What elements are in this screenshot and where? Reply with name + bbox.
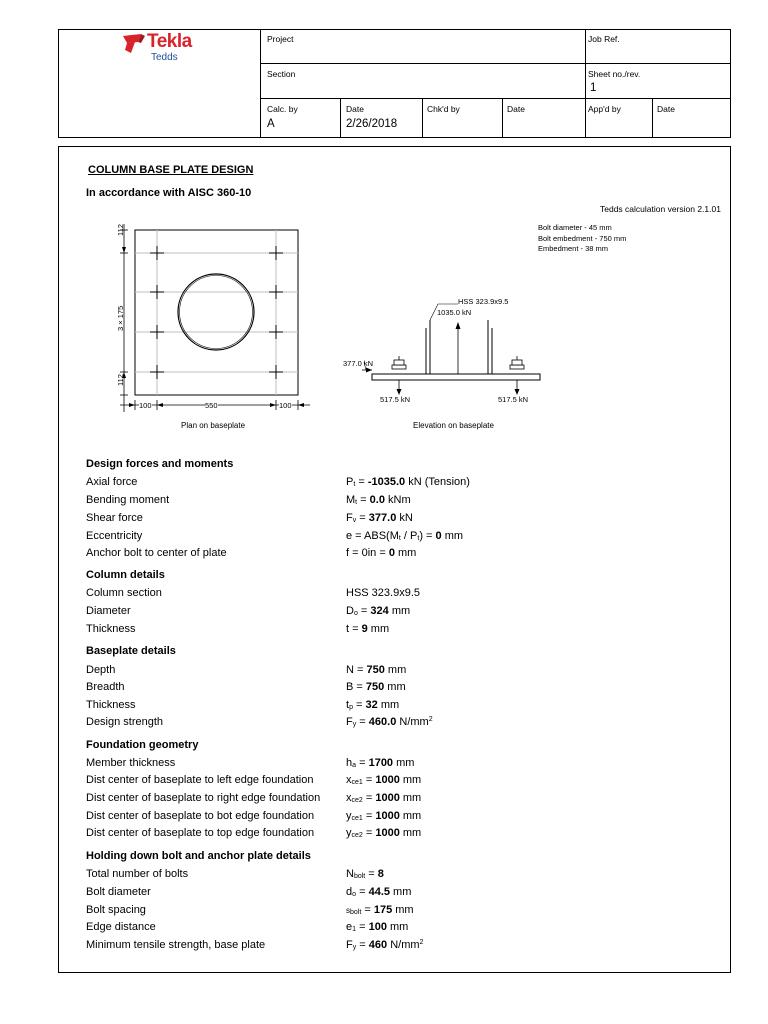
bolt-diameter-label: Bolt diameter	[86, 886, 151, 898]
project-label: Project	[267, 34, 294, 44]
bolt-icon	[150, 285, 164, 299]
edge-distance-label: Edge distance	[86, 921, 156, 933]
column-hss-circle	[178, 274, 254, 350]
baseplate-depth-label: Depth	[86, 664, 116, 676]
edge-distance-value: $e_1 = 100$ mm	[346, 921, 409, 933]
elev-baseplate	[372, 374, 540, 380]
column-thickness-label: Thickness	[86, 623, 136, 635]
plan-dim-left: 100	[139, 401, 152, 410]
doc-title: COLUMN BASE PLATE DESIGN	[88, 164, 254, 176]
tekla-logo-mark	[121, 34, 147, 54]
baseplate-strength-label: Design strength	[86, 716, 164, 728]
plan-dim-right: 100	[279, 401, 292, 410]
eccentricity-value: $e = ABS(M_t / P_t) = 0$ mm	[346, 530, 464, 542]
elev-left-reaction: 517.5 kN	[380, 395, 411, 404]
tekla-logo	[119, 30, 209, 64]
elev-note-3: Embedment - 38 mm	[538, 244, 609, 253]
tensile-strength-label: Minimum tensile strength, base plate	[86, 939, 266, 951]
forces-heading: Design forces and moments	[86, 458, 234, 470]
bolt-icon	[150, 246, 164, 260]
calcby-value: A	[267, 118, 275, 130]
dist-right-edge-label: Dist center of baseplate to right edge foundation	[86, 792, 321, 804]
tensile-strength-value: $F_y = 460$ $N/mm^2$	[346, 939, 424, 951]
dist-top-edge-value: $y_{ce2} = 1000$ mm	[346, 827, 422, 839]
baseplate-breadth-value: B = 750 mm	[346, 681, 406, 693]
plan-dim-mid: 3 × 175	[116, 305, 125, 331]
anchor-bolt-label: Anchor bolt to center of plate	[86, 547, 227, 559]
product-name: Tedds	[151, 52, 178, 63]
jobref-label: Job Ref.	[588, 34, 620, 44]
bolt-icon	[269, 325, 283, 339]
dist-bot-edge-value: $y_{ce1} = 1000$ mm	[346, 810, 422, 822]
elev-section-label: HSS 323.9x9.5	[458, 297, 509, 306]
shear-force-label: Shear force	[86, 512, 143, 524]
dist-top-edge-label: Dist center of baseplate to top edge foundation	[86, 827, 315, 839]
sheet-label: Sheet no./rev.	[588, 69, 641, 79]
calc-version: Tedds calculation version 2.1.01	[600, 204, 721, 214]
header-block	[58, 29, 731, 138]
eccentricity-label: Eccentricity	[86, 530, 143, 542]
bolt-pattern	[150, 246, 283, 379]
elev-note-2: Bolt embedment - 750 mm	[538, 234, 627, 243]
bending-moment-label: Bending moment	[86, 494, 170, 506]
bolt-icon	[150, 365, 164, 379]
bolt-icon	[269, 246, 283, 260]
plan-on-baseplate-drawing	[110, 222, 320, 422]
elev-axial-label: 1035.0 kN	[437, 308, 472, 317]
shear-force-value: $F_v = 377.0$ kN	[346, 512, 413, 524]
chkd-label: Chk'd by	[427, 104, 460, 114]
date3-label: Date	[657, 104, 675, 114]
section-label: Section	[267, 69, 296, 79]
date2-label: Date	[507, 104, 525, 114]
bolt-icon	[269, 365, 283, 379]
calcby-label: Calc. by	[267, 104, 298, 114]
dist-right-edge-value: $x_{ce2} = 1000$ mm	[346, 792, 422, 804]
dist-left-edge-label: Dist center of baseplate to left edge foundation	[86, 774, 314, 786]
elev-caption: Elevation on baseplate	[413, 421, 494, 430]
doc-subtitle: In accordance with AISC 360-10	[86, 187, 252, 199]
axial-force-value: $P_t = -1035.0$ kN (Tension)	[346, 476, 470, 488]
plan-dim-bot: 112	[116, 374, 125, 386]
plan-gridlines	[135, 230, 298, 395]
baseplate-depth-value: N = 750 mm	[346, 664, 407, 676]
elev-note-1: Bolt diameter - 45 mm	[538, 223, 612, 232]
elevation-on-baseplate-drawing	[360, 290, 550, 400]
brand-name: Tekla	[147, 31, 192, 52]
date1-label: Date	[346, 104, 364, 114]
date1-value: 2/26/2018	[346, 118, 398, 130]
column-section-label: Column section	[86, 587, 162, 599]
baseplate-heading: Baseplate details	[86, 645, 176, 657]
sheet-value: 1	[590, 82, 597, 94]
plan-caption: Plan on baseplate	[181, 421, 246, 430]
appd-label: App'd by	[588, 104, 621, 114]
plan-dim-center: 550	[205, 401, 218, 410]
bending-moment-value: $M_t = 0.0$ kNm	[346, 494, 411, 506]
axial-force-label: Axial force	[86, 476, 138, 488]
dist-left-edge-value: $x_{ce1} = 1000$ mm	[346, 774, 422, 786]
plan-dim-top: 112	[116, 224, 125, 236]
column-diameter-value: $D_o = 324$ mm	[346, 605, 411, 617]
bolt-spacing-value: $s_{bolt} = 175$ mm	[346, 904, 414, 916]
baseplate-thickness-label: Thickness	[86, 699, 136, 711]
column-section-value: HSS 323.9x9.5	[346, 587, 420, 599]
elev-right-reaction: 517.5 kN	[498, 395, 529, 404]
baseplate-strength-value: $F_y = 460.0$ $N/mm^2$	[346, 716, 433, 728]
bolt-spacing-label: Bolt spacing	[86, 904, 146, 916]
bolt-icon	[150, 325, 164, 339]
anchor-bolt-value: f = 0in = 0 mm	[346, 547, 417, 559]
foundation-heading: Foundation geometry	[86, 739, 199, 751]
column-thickness-value: t = 9 mm	[346, 623, 390, 635]
member-thickness-label: Member thickness	[86, 757, 176, 769]
baseplate-breadth-label: Breadth	[86, 681, 125, 693]
column-diameter-label: Diameter	[86, 605, 131, 617]
baseplate-thickness-value: $t_p = 32$ mm	[346, 699, 400, 711]
total-bolts-value: $N_{bolt} = 8$	[346, 868, 384, 880]
column-heading: Column details	[86, 569, 165, 581]
bolt-icon	[269, 285, 283, 299]
bolt-diameter-value: $d_o = 44.5$ mm	[346, 886, 412, 898]
dist-bot-edge-label: Dist center of baseplate to bot edge foundation	[86, 810, 315, 822]
elev-shear-label: 377.0 kN	[343, 359, 374, 368]
total-bolts-label: Total number of bolts	[86, 868, 189, 880]
member-thickness-value: $h_a = 1700$ mm	[346, 757, 415, 769]
baseplate-outline	[135, 230, 298, 395]
bolts-heading: Holding down bolt and anchor plate details	[86, 850, 311, 862]
